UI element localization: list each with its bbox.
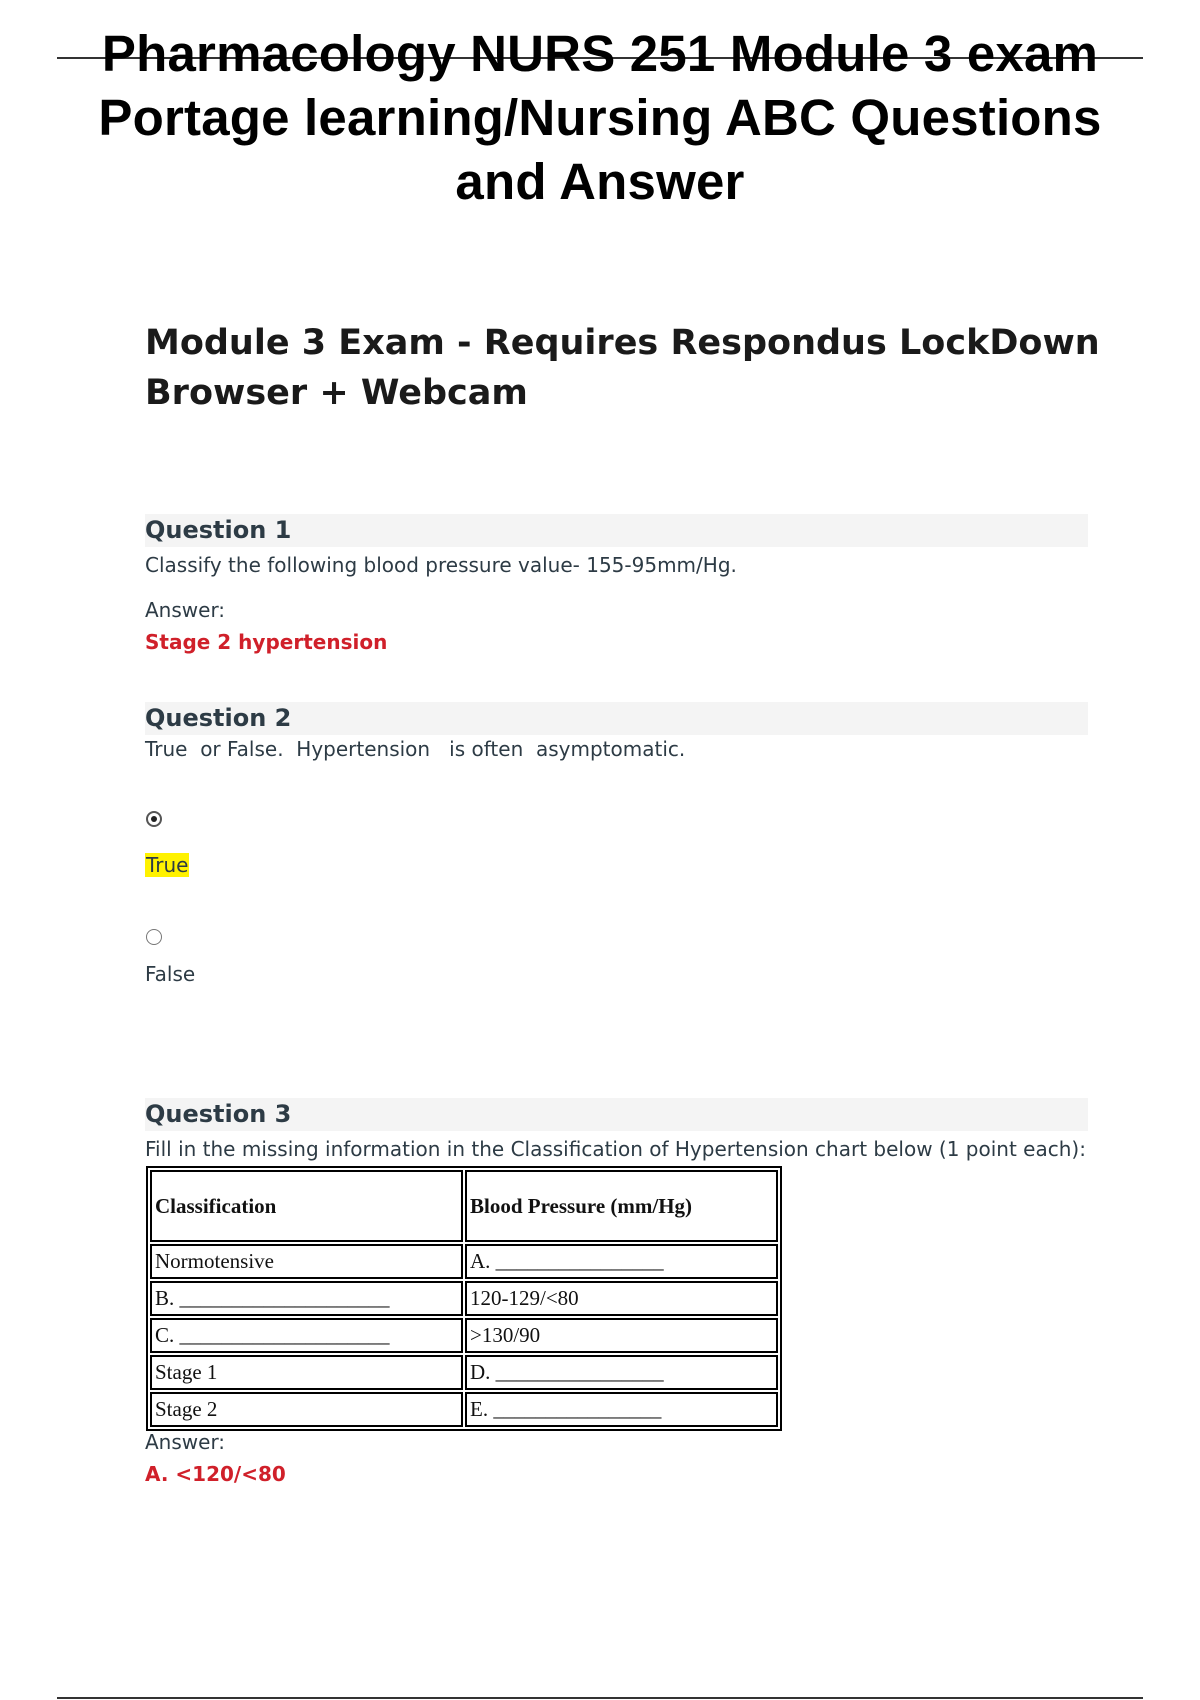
- question-3-text: Fill in the missing information in the Classification of Hypertension chart below (1 point each):: [145, 1137, 1086, 1161]
- table-row: [150, 1392, 778, 1427]
- table-cell: C. ____________________: [150, 1318, 463, 1353]
- question-3-answer: A. <120/<80: [145, 1462, 286, 1486]
- table-cell: E. ________________: [465, 1392, 778, 1427]
- question-3-answer-label: Answer:: [145, 1430, 226, 1454]
- table-row: [150, 1318, 778, 1353]
- table-cell: B. ____________________: [150, 1281, 463, 1316]
- question-3-heading: Question 3: [145, 1098, 1088, 1131]
- table-cell: Stage 1: [150, 1355, 463, 1390]
- table-row: [150, 1281, 778, 1316]
- table-header-cell: Classification: [150, 1170, 463, 1242]
- table-header-row: [150, 1170, 778, 1242]
- table-cell: Normotensive: [150, 1244, 463, 1279]
- option-false-label[interactable]: False: [145, 962, 196, 986]
- question-1-text: Classify the following blood pressure value- 155-95mm/Hg.: [145, 553, 737, 577]
- table-row: [150, 1355, 778, 1390]
- question-1-heading: Question 1: [145, 514, 1088, 547]
- table-cell: 120-129/<80: [465, 1281, 778, 1316]
- table-cell: >130/90: [465, 1318, 778, 1353]
- hypertension-classification-table: [146, 1166, 782, 1431]
- option-true-label[interactable]: [145, 852, 189, 878]
- table-cell: D. ________________: [465, 1355, 778, 1390]
- table-row: [150, 1244, 778, 1279]
- table-header-cell: Blood Pressure (mm/Hg): [465, 1170, 778, 1242]
- question-1-answer: Stage 2 hypertension: [145, 630, 388, 654]
- footer-rule: [57, 1697, 1143, 1699]
- question-2-text: True or False. Hypertension is often asymptomatic.: [145, 737, 686, 761]
- table-cell: A. ________________: [465, 1244, 778, 1279]
- question-2-heading: Question 2: [145, 702, 1088, 735]
- option-true-highlight: True: [146, 853, 189, 877]
- question-1-answer-label: Answer:: [145, 598, 226, 622]
- table-cell: Stage 2: [150, 1392, 463, 1427]
- document-title: Pharmacology NURS 251 Module 3 exam Portage learning/Nursing ABC Questions and Answer: [98, 25, 1102, 210]
- exam-heading: Module 3 Exam - Requires Respondus LockDown Browser + Webcam: [145, 323, 1100, 413]
- option-true-radio[interactable]: [146, 811, 162, 827]
- option-false-radio[interactable]: [146, 929, 162, 945]
